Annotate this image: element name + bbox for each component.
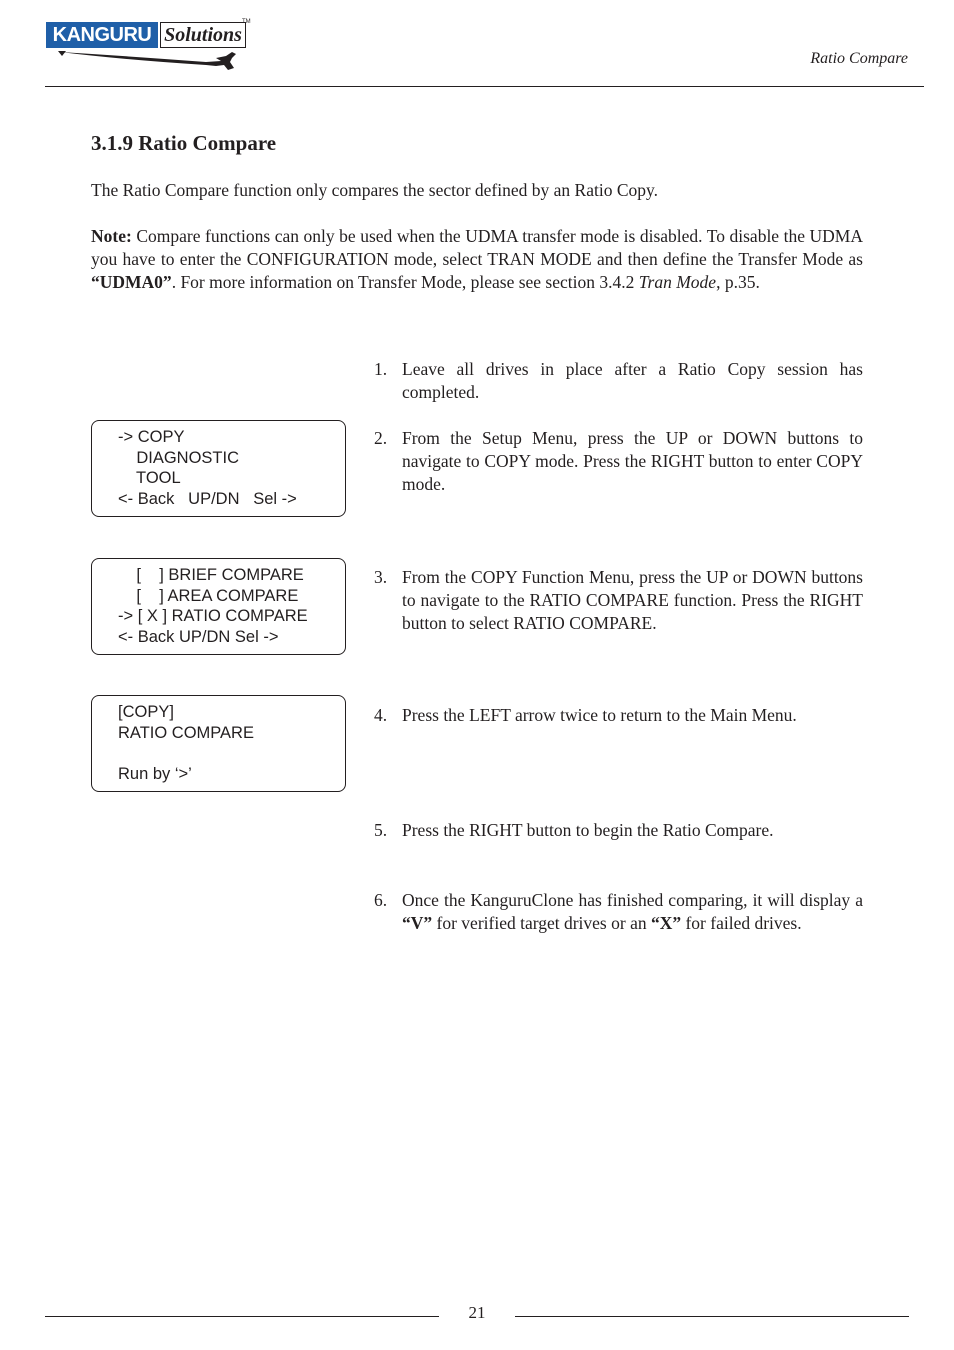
- intro-paragraph: The Ratio Compare function only compares the sector defined by an Ratio Copy.: [91, 180, 658, 200]
- lcd-line: -> COPY: [118, 428, 185, 446]
- lcd-line: -> [ X ] RATIO COMPARE: [118, 607, 308, 626]
- step-4: [374, 704, 863, 727]
- kangaroo-icon: [46, 48, 248, 76]
- verified-mark: “V”: [402, 913, 433, 933]
- step-text-part-3: for failed drives.: [681, 913, 802, 933]
- footer-divider-right: [515, 1316, 909, 1317]
- note-bold-value: “UDMA0”: [91, 272, 172, 292]
- note-text-part-1: Compare functions can only be used when the UDMA transfer mode is disabled. To disable the UDMA you have to enter the CONFIGURATION mode, select TRAN MODE and then define the Transfer Mode as: [91, 226, 863, 269]
- header-divider: [45, 86, 924, 87]
- running-header-title: Ratio Compare: [810, 50, 908, 67]
- note-text-part-2: . For more information on Transfer Mode, please see section 3.4.2: [171, 272, 639, 292]
- lcd-line: <- Back UP/DN Sel ->: [118, 490, 297, 509]
- step-number: 6.: [374, 890, 388, 910]
- step-1: [374, 358, 863, 404]
- note-text-part-3: , p.35.: [716, 272, 760, 292]
- step-3: [374, 566, 863, 635]
- step-text-part-2: for verified target drives or an: [432, 913, 651, 933]
- lcd-line: [ ] BRIEF COMPARE: [118, 566, 304, 584]
- lcd-line: <- Back UP/DN Sel ->: [118, 628, 279, 647]
- lcd-line: Run by ‘>’: [118, 765, 192, 784]
- step-text: Press the LEFT arrow twice to return to the Main Menu.: [402, 705, 797, 725]
- section-title: 3.1.9 Ratio Compare: [91, 131, 277, 155]
- step-5: [374, 819, 863, 842]
- step-text: [402, 889, 863, 935]
- step-number: 5.: [374, 820, 388, 840]
- failed-mark: “X”: [650, 913, 682, 933]
- step-text: Press the RIGHT button to begin the Ratio Compare.: [402, 820, 774, 840]
- step-text: From the Setup Menu, press the UP or DOWN buttons to navigate to COPY mode. Press the RIGHT button to enter COPY mode.: [402, 428, 863, 494]
- lcd-line: RATIO COMPARE: [118, 723, 254, 742]
- lcd-line: DIAGNOSTIC: [118, 448, 240, 467]
- step-number: 4.: [374, 705, 388, 725]
- step-2: [374, 427, 863, 496]
- logo-brand-box: KANGURU: [46, 22, 158, 48]
- step-number: 3.: [374, 567, 388, 587]
- lcd-line: [92, 743, 345, 764]
- step-text: Leave all drives in place after a Ratio Copy session has completed.: [402, 359, 863, 402]
- step-text-part-1: Once the KanguruClone has finished comparing, it will display a: [402, 890, 863, 910]
- lcd-line: [COPY]: [118, 703, 174, 721]
- note-italic-ref: Tran Mode: [638, 272, 717, 292]
- step-6: [374, 889, 863, 935]
- logo-trademark: TM: [242, 19, 251, 25]
- lcd-screen-copy-function-menu: [91, 558, 346, 655]
- lcd-line: TOOL: [118, 469, 181, 488]
- step-number: 1.: [374, 359, 388, 379]
- footer-divider-left: [45, 1316, 439, 1317]
- step-number: 2.: [374, 428, 388, 448]
- logo-solutions-word: Solutions: [160, 22, 246, 48]
- note-label: Note:: [91, 226, 132, 246]
- lcd-screen-setup-menu: [91, 420, 346, 517]
- lcd-line: [ ] AREA COMPARE: [118, 586, 299, 605]
- kanguru-logo: [46, 19, 251, 78]
- page-number: 21: [468, 1303, 486, 1322]
- lcd-screen-ratio-compare: [91, 695, 346, 792]
- step-text: From the COPY Function Menu, press the UP or DOWN buttons to navigate to the RATIO COMPARE function. Press the RIGHT button to select RATIO COMPARE.: [402, 567, 863, 633]
- note-paragraph: [91, 225, 863, 294]
